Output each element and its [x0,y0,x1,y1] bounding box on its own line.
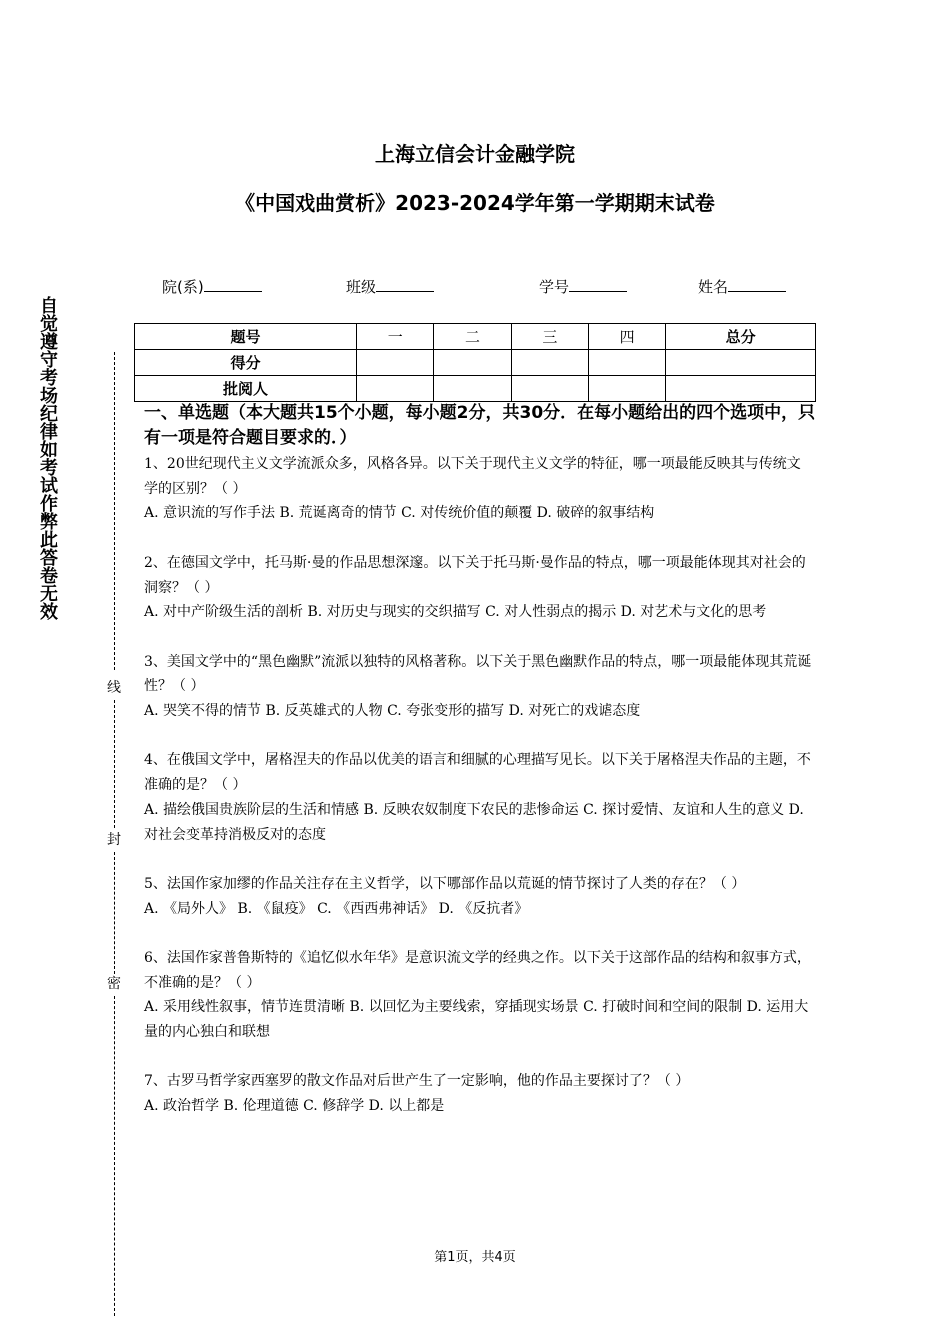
question-stem: 2、在德国文学中，托马斯·曼的作品思想深邃。以下关于托马斯·曼作品的特点，哪一项最能体现其对社会的洞察？（ ） [144,554,806,596]
class-field [346,276,434,297]
question-stem: 4、在俄国文学中，屠格涅夫的作品以优美的语言和细腻的心理描写见长。以下关于屠格涅夫作品的主题，不准确的是？（ ） [144,752,811,794]
question-options: A. 描绘俄国贵族阶层的生活和情感 B. 反映农奴制度下农民的悲惨命运 C. 探讨爱情、友谊和人生的意义 D. 对社会变革持消极反对的态度 [144,801,804,843]
score-cell[interactable] [434,350,511,376]
header-cell: 总分 [666,324,816,350]
header-cell: 二 [434,324,511,350]
score-table [134,323,816,402]
grader-cell[interactable] [434,376,511,402]
exam-title: 《中国戏曲赏析》2023-2024学年第一学期期末试卷 [235,191,715,215]
question-item [144,650,814,724]
header-cell: 三 [511,324,588,350]
grader-cell[interactable] [511,376,588,402]
binding-dashed-line-2 [114,700,115,828]
binding-dashed-line-1 [114,352,115,670]
header-cell: 一 [357,324,434,350]
binding-dashed-line-3 [114,852,115,974]
score-cell[interactable] [511,350,588,376]
id-label: 学号 [539,278,570,296]
grader-cell[interactable] [666,376,816,402]
grader-row-label: 批阅人 [135,376,357,402]
binding-label-seal: 封 [107,832,121,848]
class-blank[interactable] [376,277,434,292]
question-item [144,551,814,625]
id-field [539,276,627,297]
score-row-label: 得分 [135,350,357,376]
question-options: A. 《局外人》 B. 《鼠疫》 C. 《西西弗神话》 D. 《反抗者》 [144,900,529,917]
question-stem: 5、法国作家加缪的作品关注存在主义哲学，以下哪部作品以荒诞的情节探讨了人类的存在？（ ） [144,875,746,892]
header-cell: 四 [588,324,665,350]
header-cell: 题号 [135,324,357,350]
question-options: A. 哭笑不得的情节 B. 反英雄式的人物 C. 夸张变形的描写 D. 对死亡的戏谑态度 [144,703,641,719]
score-row [135,350,816,376]
question-options: A. 意识流的写作手法 B. 荒诞离奇的情节 C. 对传统价值的颠覆 D. 破碎的叙事结构 [144,505,655,522]
dept-blank[interactable] [204,277,262,292]
question-stem: 3、美国文学中的“黑色幽默”流派以独特的风格著称。以下关于黑色幽默作品的特点，哪一项最能体现其荒诞性？（ ） [144,653,812,695]
name-field [698,276,786,297]
exam-notice: 自觉遵守考场纪律如考试作弊此答卷无效 [37,296,58,620]
class-label: 班级 [346,278,377,296]
question-stem: 6、法国作家普鲁斯特的《追忆似水年华》是意识流文学的经典之作。以下关于这部作品的结构和叙事方式，不准确的是？（ ） [144,949,811,991]
score-cell[interactable] [666,350,816,376]
id-blank[interactable] [569,277,627,292]
name-blank[interactable] [728,277,786,292]
score-cell[interactable] [588,350,665,376]
question-options: A. 对中产阶级生活的剖析 B. 对历史与现实的交织描写 C. 对人性弱点的揭示 D. 对艺术与文化的思考 [144,604,767,621]
grader-cell[interactable] [357,376,434,402]
name-label: 姓名 [698,278,729,296]
dept-label: 院(系) [162,278,204,296]
question-item [144,452,814,526]
question-stem: 1、20世纪现代主义文学流派众多，风格各异。以下关于现代主义文学的特征，哪一项最能反映其与传统文学的区别？（ ） [144,456,801,497]
question-item [144,872,814,921]
score-table-header-row [135,324,816,350]
question-item [144,748,814,847]
school-title: 上海立信会计金融学院 [375,142,575,166]
grader-row [135,376,816,402]
question-item [144,946,814,1045]
question-item [144,1069,814,1118]
binding-label-secret: 密 [107,976,121,992]
dept-field [162,276,262,297]
question-options: A. 政治哲学 B. 伦理道德 C. 修辞学 D. 以上都是 [144,1098,445,1115]
question-stem: 7、古罗马哲学家西塞罗的散文作品对后世产生了一定影响，他的作品主要探讨了？（ ） [144,1073,690,1090]
question-list [144,452,814,1144]
page-number: 第1页，共4页 [434,1250,516,1265]
binding-dashed-line-4 [114,996,115,1316]
binding-label-line: 线 [107,680,121,696]
grader-cell[interactable] [588,376,665,402]
section-heading: 一、单选题（本大题共15个小题，每小题2分，共30分．在每小题给出的四个选项中，只有一项是符合题目要求的．） [144,403,816,448]
question-options: A. 采用线性叙事，情节连贯清晰 B. 以回忆为主要线索，穿插现实场景 C. 打破时间和空间的限制 D. 运用大量的内心独白和联想 [144,999,809,1041]
score-cell[interactable] [357,350,434,376]
